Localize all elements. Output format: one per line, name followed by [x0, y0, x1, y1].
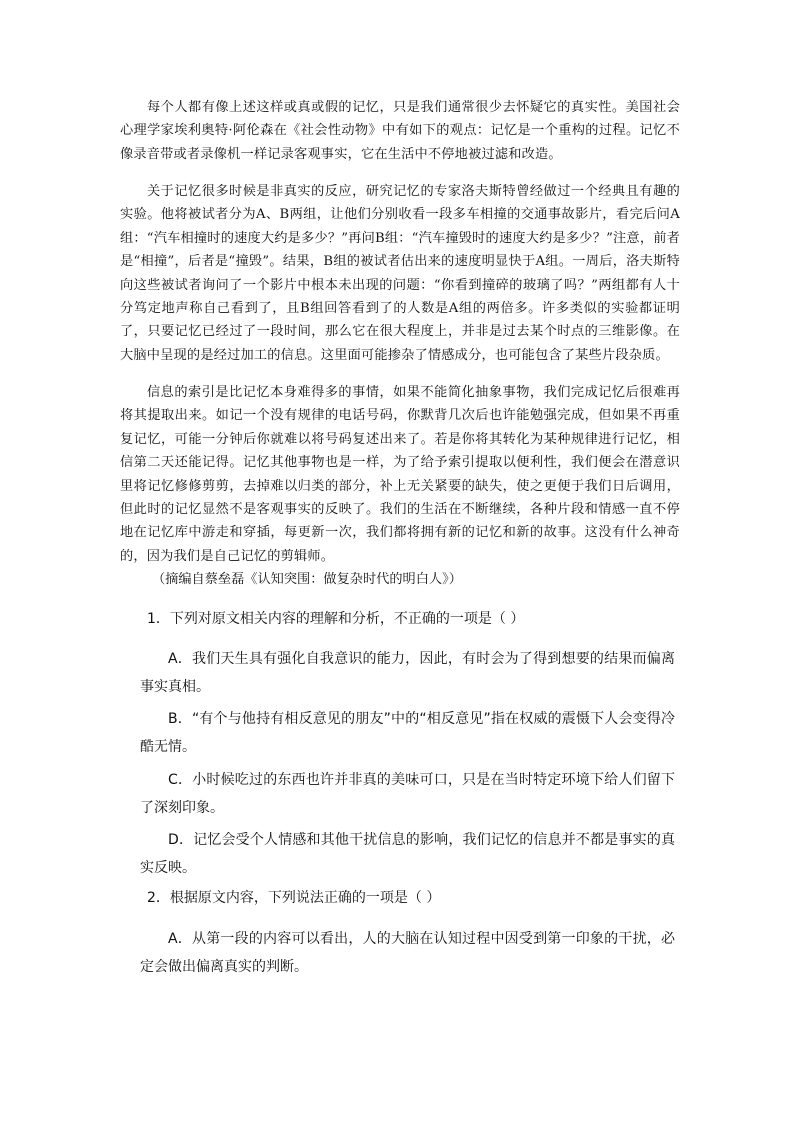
passage-paragraph-3: 信息的索引是比记忆本身难得多的事情，如果不能简化抽象事物，我们完成记忆后很难再将其提取出来。如记一个没有规律的电话号码，你默背几次后也许能勉强完成，但如果不再重复记忆，可能一分钟后你就难以将号码复述出来了。若是你将其转化为某种规律进行记忆，相信第二天还能记得。记忆其他事物也是一样，为了给予索引提取以便利性，我们便会在潜意识里将记忆修修剪剪，去掉难以归类的部分，补上无关紧要的缺失，使之更便于我们日后调用，但此时的记忆显然不是客观事实的反映了。我们的生活在不断继续，各种片段和情感一直不停地在记忆库中游走和穿插，每更新一次，我们都将拥有新的记忆和新的故事。这没有什么神奇的，因为我们是自己记忆的剪辑师。 — [120, 385, 680, 564]
question-1-option-a: A．我们天生具有强化自我意识的能力，因此，有时会为了得到想要的结果而偏离事实真相。 — [140, 651, 675, 695]
question-1-option-d: D．记忆会受个人情感和其他干扰信息的影响，我们记忆的信息并不都是事实的真实反映。 — [140, 832, 675, 876]
passage-paragraph-2: 关于记忆很多时候是非真实的反应，研究记忆的专家洛夫斯特曾经做过一个经典且有趣的实验。他将被试者分为A、B两组，让他们分别收看一段多车相撞的交通事故影片，看完后问A组：“汽车相撞时的速度大约是多少？”再问B组：“汽车撞毁时的速度大约是多少？”注意，前者是“相撞”，后者是“撞毁”。结果，B组的被试者估出来的速度明显快于A组。一周后，洛夫斯特向这些被试者询问了一个影片中根本未出现的问题：“你看到撞碎的玻璃了吗？”两组都有人十分笃定地声称自己看到了，且B组回答看到了的人数是A组的两倍多。许多类似的实验都证明了，只要记忆已经过了一段时间，那么它在很大程度上，并非是过去某个时点的三维影像。在大脑中呈现的是经过加工的信息。这里面可能掺杂了情感成分，也可能包含了某些片段杂质。 — [120, 184, 680, 363]
question-1-stem: 1．下列对原文相关内容的理解和分析，不正确的一项是（ ） — [147, 611, 525, 627]
question-2-stem: 2．根据原文内容，下列说法正确的一项是（ ） — [147, 890, 441, 906]
source-citation: （摘编自蔡垒磊《认知突围：做复杂时代的明白人》） — [152, 572, 462, 587]
passage-paragraph-1: 每个人都有像上述这样或真或假的记忆，只是我们通常很少去怀疑它的真实性。美国社会心理学家埃利奥特·阿伦森在《社会性动物》中有如下的观点：记忆是一个重构的过程。记忆不像录音带或者录像机一样记录客观事实，它在生活中不停地被过滤和改造。 — [120, 100, 680, 162]
question-2-option-a: A．从第一段的内容可以看出，人的大脑在认知过程中因受到第一印象的干扰，必定会做出偏离真实的判断。 — [140, 931, 675, 975]
question-1-option-c: C．小时候吃过的东西也许并非真的美味可口，只是在当时特定环境下给人们留下了深刻印象。 — [140, 772, 675, 816]
question-1-option-b: B．“有个与他持有相反意见的朋友”中的“相反意见”指在权威的震慑下人会变得冷酷无情。 — [140, 711, 675, 755]
